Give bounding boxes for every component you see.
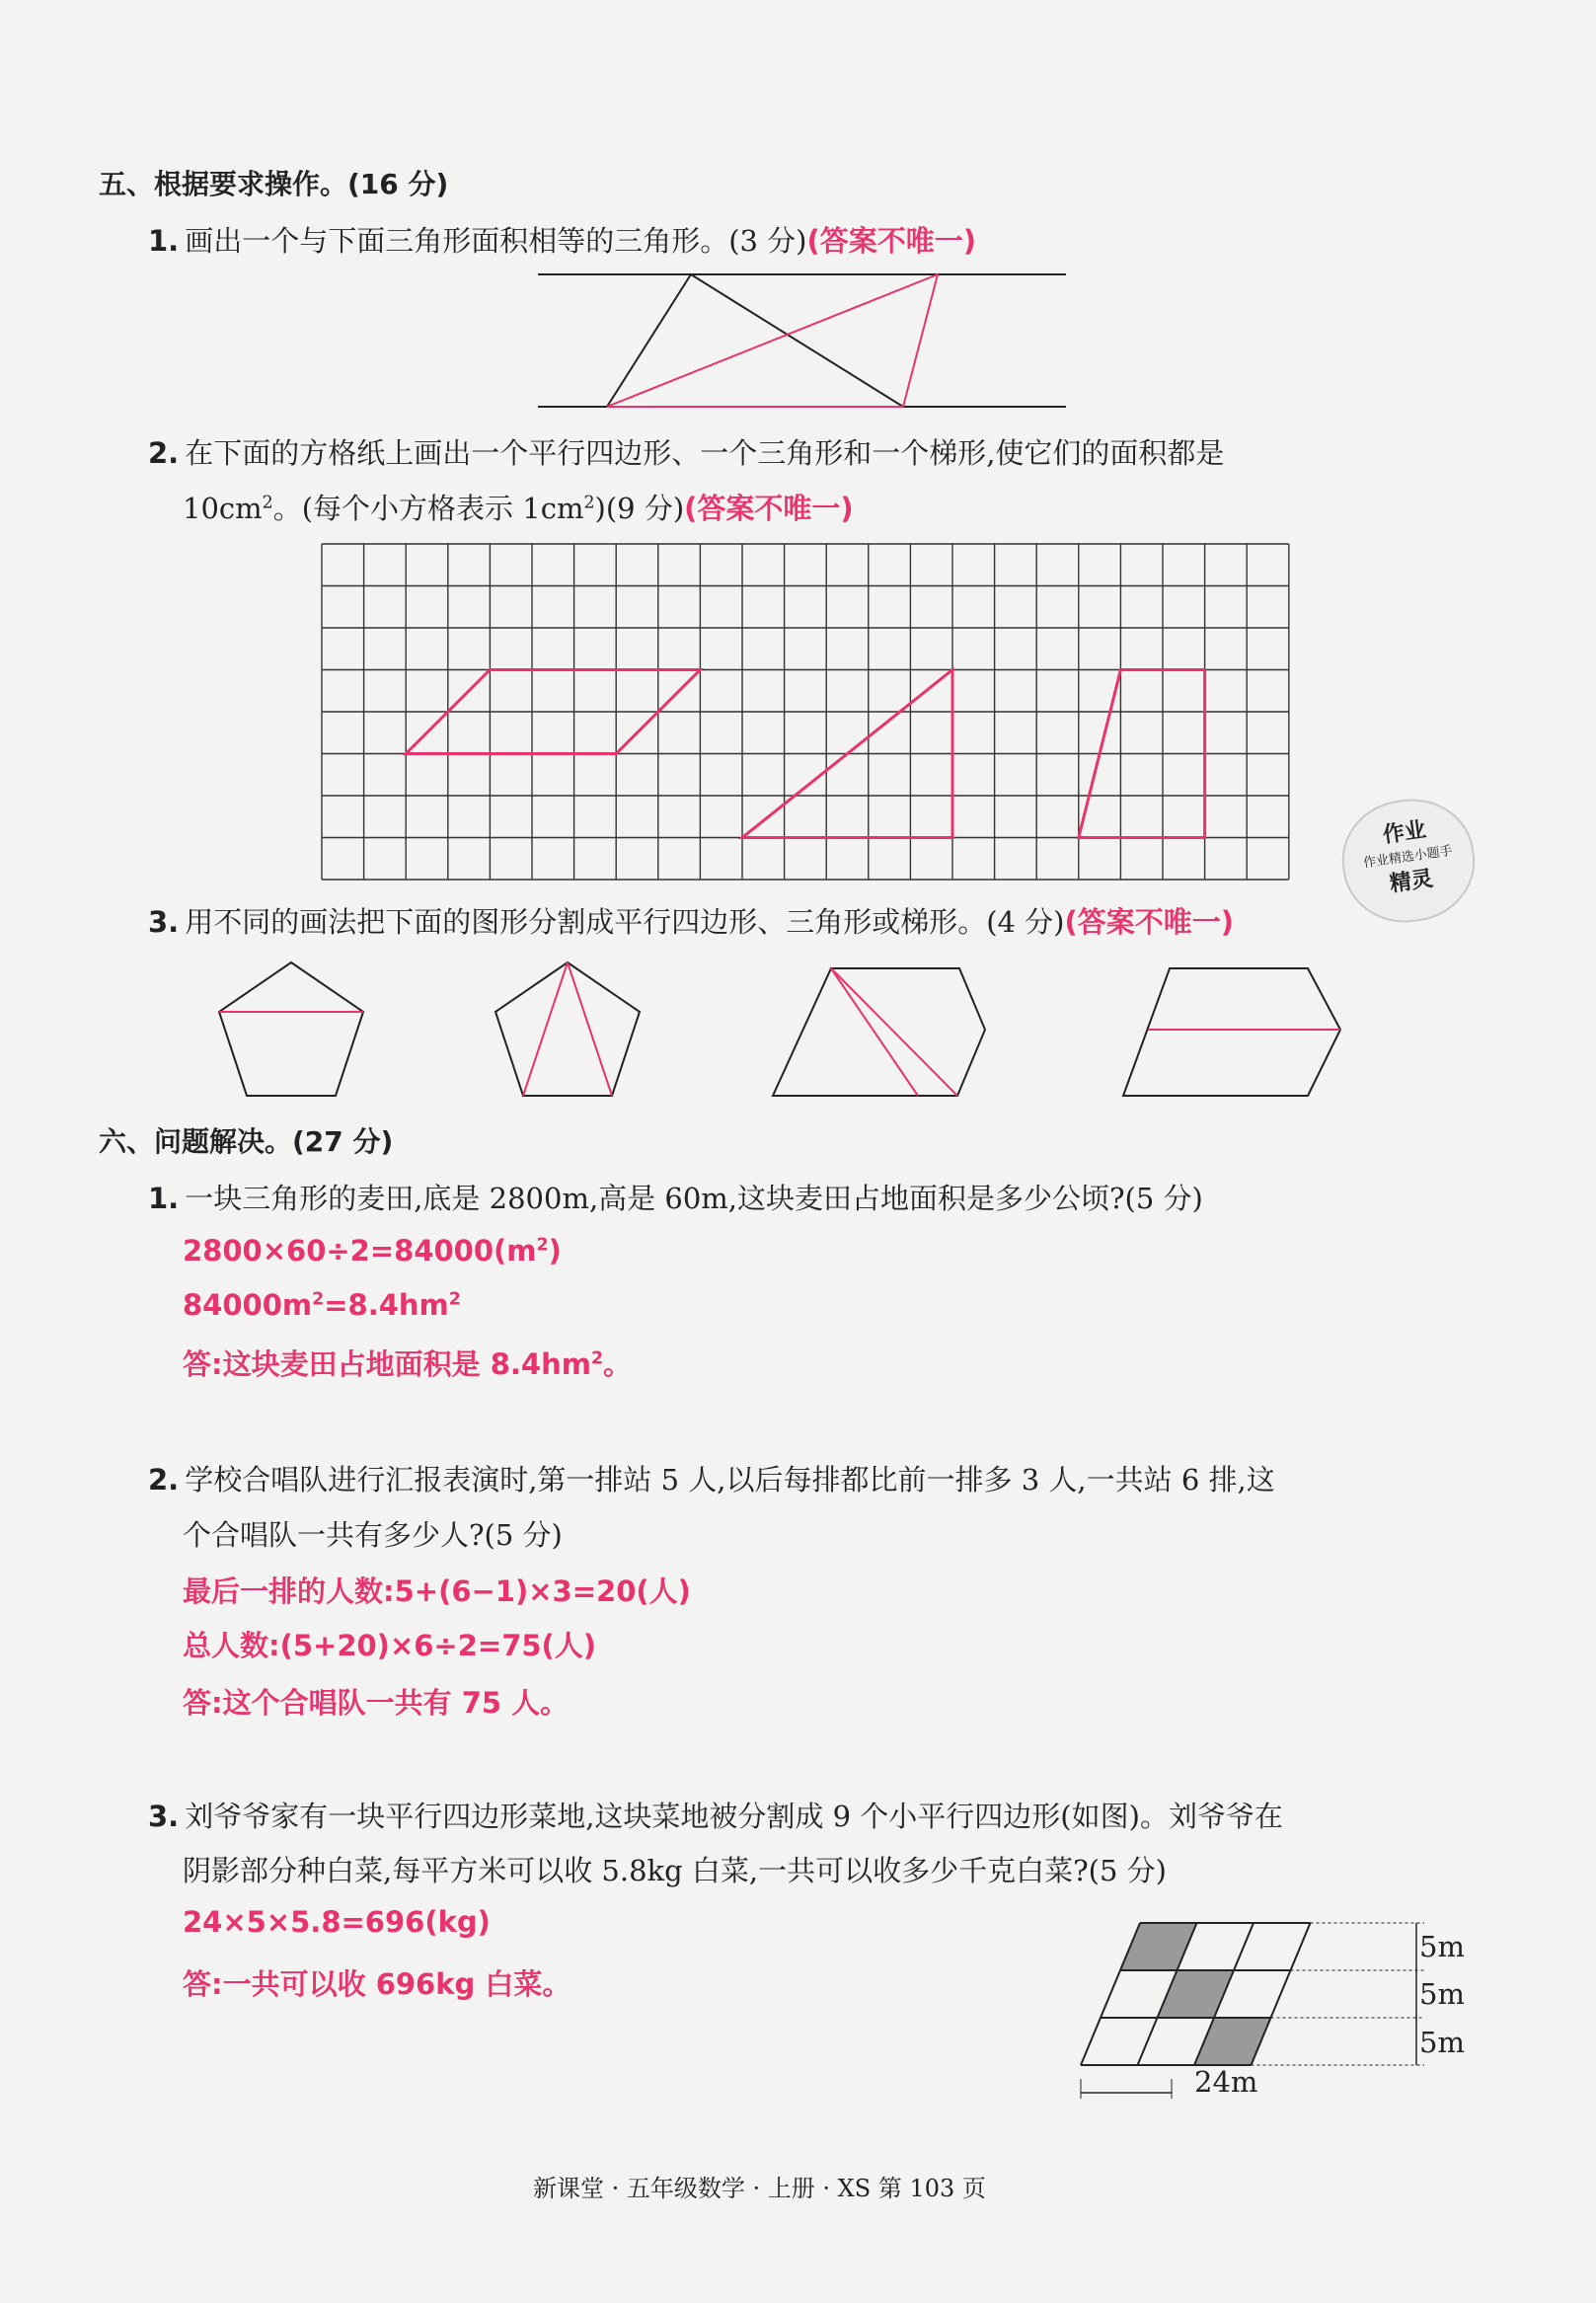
dim-label-2: 5m (1419, 1977, 1465, 2011)
s6-q3-text: 刘爷爷家有一块平行四边形菜地,这块菜地被分割成 9 个小平行四边形(如图)。刘爷爷在 (185, 1800, 1283, 1833)
s5-q2-score: )(9 分) (594, 492, 685, 525)
s6-q3-line1 (148, 1795, 1283, 1835)
s5-q2-sup2: 2 (583, 493, 595, 513)
s6-q1-text: 一块三角形的麦田,底是 2800m,高是 60m,这块麦田占地面积是多少公顷?(5 分) (185, 1182, 1203, 1215)
s5-q2-unit-note: 。(每个小方格表示 1cm (272, 492, 584, 525)
s5-q2-area: 10cm (183, 492, 263, 525)
s5-q2-line2 (183, 487, 854, 527)
shaded-cell (1194, 2018, 1271, 2065)
answer-triangle (607, 274, 938, 407)
hexagon-divided (770, 965, 987, 1099)
s6-q2-line1 (148, 1458, 1275, 1498)
shaded-cell (1158, 1970, 1235, 2018)
stamp-mid-text: 作业精选小题手 (1362, 843, 1454, 872)
s5-q3 (148, 900, 1234, 941)
s5-q2-text: 在下面的方格纸上画出一个平行四边形、一个三角形和一个梯形,使它们的面积都是 (185, 436, 1225, 470)
s5-q2-sup1: 2 (262, 493, 273, 513)
grid-paper (321, 543, 1290, 881)
given-triangle (607, 274, 903, 407)
s6-q3-line2: 阴影部分种白菜,每平方米可以收 5.8kg 白菜,一共可以收多少千克白菜?(5 分) (183, 1854, 1167, 1887)
s5-q2-line1 (148, 431, 1224, 472)
s6-q2-text: 学校合唱队进行汇报表演时,第一排站 5 人,以后每排都比前一排多 3 人,一共站 6 排,这 (185, 1463, 1275, 1497)
field-line-slant (1081, 1923, 1140, 2065)
equal-area-triangles-figure (538, 267, 1071, 415)
dim-label-base: 24m (1194, 2065, 1258, 2099)
s5-q3-text: 用不同的画法把下面的图形分割成平行四边形、三角形或梯形。(4 分) (185, 905, 1065, 939)
s6-q3-number: 3. (148, 1800, 180, 1833)
s5-q1-note: (答案不唯一) (806, 224, 977, 258)
stamp-top-text: 作业 (1381, 816, 1428, 849)
s5-q2-note: (答案不唯一) (684, 492, 854, 525)
s5-q3-note: (答案不唯一) (1064, 905, 1235, 939)
field-line-slant (1252, 1923, 1311, 2065)
pentagon-divided-1 (212, 958, 370, 1106)
s6-q2-answer-3: 答:这个合唱队一共有 75 人。 (183, 1686, 570, 1720)
s6-q2-number: 2. (148, 1463, 180, 1497)
s6-q3-answer-1: 24×5×5.8=696(kg) (183, 1905, 491, 1939)
homework-stamp (1334, 791, 1482, 930)
s6-q1-answer-2: $84000m^2=8.4hm^2$ (183, 1288, 461, 1322)
stamp-bottom-text: 精灵 (1388, 865, 1435, 897)
section6-title: 六、问题解决。(27 分) (99, 1125, 394, 1158)
s5-q1-text: 画出一个与下面三角形面积相等的三角形。(3 分) (185, 224, 807, 258)
section5-title: 五、根据要求操作。(16 分) (99, 168, 449, 200)
s5-q3-number: 3. (148, 905, 180, 939)
pentagon-divided-2 (489, 958, 646, 1106)
dim-label-3: 5m (1419, 2026, 1465, 2059)
s6-q1-answer-3: 答:这块麦田占地面积是 $8.4hm^2$。 (183, 1347, 633, 1381)
s6-q1-answer-1: $2800\times 60\div 2=84000(m^2)$ (183, 1234, 562, 1267)
s6-q2-answer-2: 总人数:(5+20)×6÷2=75(人) (183, 1629, 597, 1662)
s6-q3-answer-2: 答:一共可以收 696kg 白菜。 (183, 1967, 571, 2001)
quadrilateral-divided (1120, 965, 1347, 1099)
s6-q1-number: 1. (148, 1182, 180, 1215)
s5-q1 (148, 219, 976, 260)
page-footer: 新课堂 · 五年级数学 · 上册 · XS 第 103 页 (533, 2175, 986, 2202)
s6-q2-answer-1: 最后一排的人数:5+(6−1)×3=20(人) (183, 1574, 691, 1608)
s5-q2-number: 2. (148, 436, 180, 470)
s6-q1 (148, 1177, 1203, 1217)
shaded-cell (1120, 1923, 1197, 1970)
s5-q1-number: 1. (148, 224, 180, 258)
s6-q2-line2: 个合唱队一共有多少人?(5 分) (183, 1518, 563, 1552)
dim-label-1: 5m (1419, 1930, 1465, 1963)
